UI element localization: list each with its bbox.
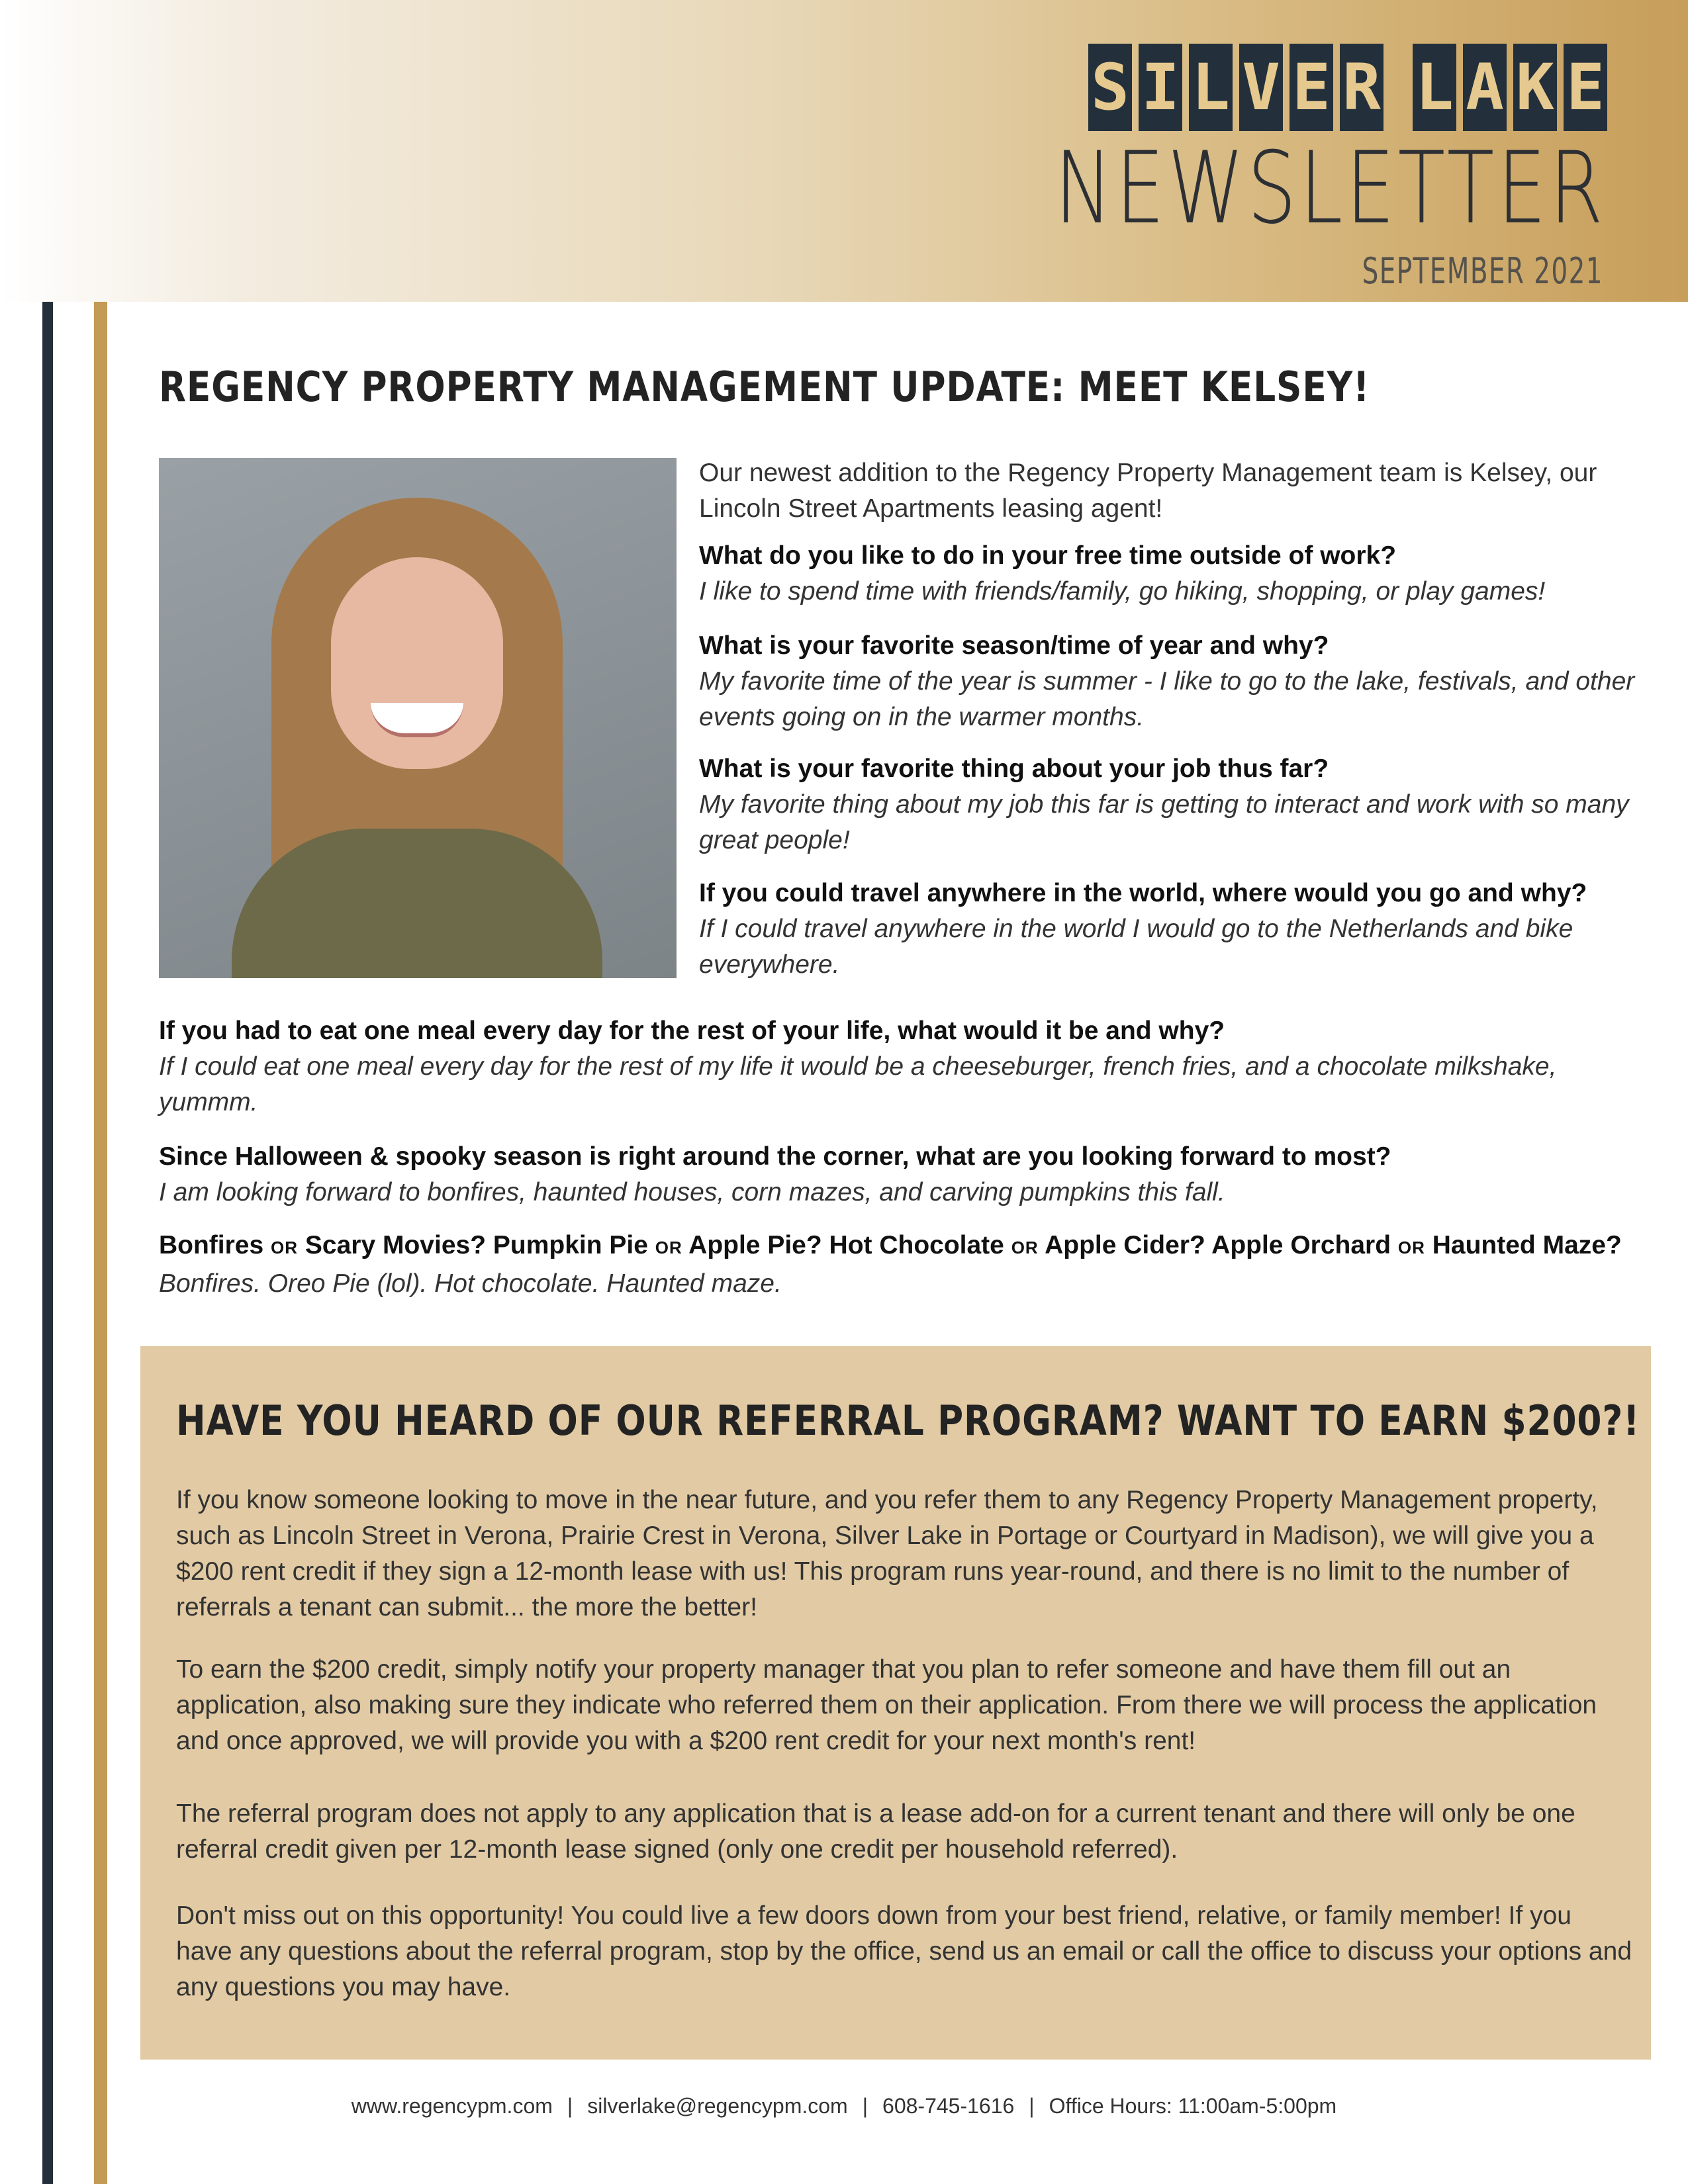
- phone-number[interactable]: 608-745-1616: [882, 2094, 1015, 2118]
- masthead-letter: E: [1564, 44, 1607, 131]
- referral-paragraph: If you know someone looking to move in the near future, and you refer them to any Regency Property Management property, such as Lincoln Street in Verona, Prairie Crest in Verona, Silver Lake in Portage or Courtyard in Madison), we will give you a $200 rent credit if they sign a 12-month lease with us! This program runs year-round, and there is no limit to the number of referrals a tenant can submit... the more the better!: [176, 1486, 1598, 1621]
- qa-question: What is your favorite thing about your job thus far?: [699, 754, 1329, 783]
- qa-item: [159, 1138, 1642, 1210]
- qa-answer: I am looking forward to bonfires, haunted houses, corn mazes, and carving pumpkins this fall.: [159, 1178, 1225, 1206]
- newsletter-label: NEWSLETTER: [1054, 131, 1606, 246]
- or-word: OR: [1011, 1238, 1039, 1257]
- footer-separator: |: [862, 2094, 868, 2118]
- or-word: OR: [1397, 1238, 1425, 1257]
- left-navy-stripe: [42, 0, 53, 2184]
- masthead-letter: R: [1340, 44, 1383, 131]
- masthead-letter: S: [1088, 44, 1132, 131]
- qa-answer: If I could eat one meal every day for the rest of my life it would be a cheeseburger, french fries, and a chocolate milkshake, yummm.: [159, 1052, 1557, 1116]
- qa-question: Since Halloween & spooky season is right around the corner, what are you looking forward to most?: [159, 1142, 1391, 1171]
- this-or-that-answer: Bonfires. Oreo Pie (lol). Hot chocolate. Haunted maze.: [159, 1269, 782, 1298]
- masthead-letter: L: [1189, 44, 1233, 131]
- office-hours: Office Hours: 11:00am-5:00pm: [1049, 2094, 1337, 2118]
- masthead-letter: V: [1239, 44, 1283, 131]
- masthead-letter: K: [1513, 44, 1557, 131]
- masthead-letter: E: [1289, 44, 1333, 131]
- qa-item: [699, 627, 1639, 735]
- this-or-that-question: Bonfires OR Scary Movies? Pumpkin Pie OR Apple Pie? Hot Chocolate OR Apple Cider? Apple Orchard OR Haunted Maze?: [159, 1231, 1622, 1259]
- masthead-letter: L: [1413, 44, 1456, 131]
- referral-paragraph: Don't miss out on this opportunity! You could live a few doors down from your best friend, relative, or family member! If you have any questions about the referral program, stop by the office, send us an email or call the office to discuss your options and any questions you may have.: [176, 1901, 1632, 2001]
- masthead-letter: I: [1139, 44, 1182, 131]
- qa-answer: I like to spend time with friends/family, go hiking, shopping, or play games!: [699, 577, 1546, 606]
- qa-question: What is your favorite season/time of year and why?: [699, 631, 1329, 660]
- qa-answer: If I could travel anywhere in the world I would go to the Netherlands and bike everywhere.: [699, 915, 1573, 979]
- qa-question: If you could travel anywhere in the world, where would you go and why?: [699, 879, 1587, 907]
- qa-item: [699, 537, 1639, 610]
- qa-item: [159, 1013, 1642, 1120]
- qa-item: [699, 751, 1639, 858]
- masthead-letter: A: [1463, 44, 1507, 131]
- or-word: OR: [655, 1238, 682, 1257]
- qa-answer: My favorite thing about my job this far is getting to interact and work with so many great people!: [699, 790, 1629, 854]
- masthead-title: [1088, 44, 1607, 131]
- qa-question: What do you like to do in your free time outside of work?: [699, 541, 1397, 570]
- kelsey-intro: Our newest addition to the Regency Property Management team is Kelsey, our Lincoln Street Apartments leasing agent!: [699, 459, 1597, 523]
- kelsey-photo: [159, 458, 677, 978]
- masthead-space: [1390, 44, 1406, 131]
- or-word: OR: [271, 1238, 299, 1257]
- kelsey-section-heading: REGENCY PROPERTY MANAGEMENT UPDATE: MEET KELSEY!: [159, 363, 1370, 411]
- qa-question: If you had to eat one meal every day for the rest of your life, what would it be and why?: [159, 1017, 1225, 1045]
- this-or-that: [159, 1227, 1642, 1302]
- newsletter-header: [0, 0, 1688, 302]
- qa-answer: My favorite time of the year is summer - I like to go to the lake, festivals, and other events going on in the warmer months.: [699, 667, 1635, 731]
- referral-section-heading: HAVE YOU HEARD OF OUR REFERRAL PROGRAM? WANT TO EARN $200?!: [176, 1396, 1640, 1445]
- website-link[interactable]: www.regencypm.com: [351, 2094, 553, 2118]
- contact-footer: [0, 2094, 1688, 2118]
- left-gold-stripe: [94, 0, 107, 2184]
- referral-paragraph: To earn the $200 credit, simply notify your property manager that you plan to refer someone and have them fill out an application, also making sure they indicate who referred them on their application. From there we will process the application and once approved, we will provide you with a $200 rent credit for your next month's rent!: [176, 1655, 1597, 1755]
- footer-separator: |: [1029, 2094, 1035, 2118]
- email-link[interactable]: silverlake@regencypm.com: [587, 2094, 848, 2118]
- footer-separator: |: [567, 2094, 573, 2118]
- qa-item: [699, 875, 1639, 983]
- issue-date: SEPTEMBER 2021: [1362, 250, 1603, 292]
- referral-paragraph: The referral program does not apply to any application that is a lease add-on for a current tenant and there will only be one referral credit given per 12-month lease signed (only one credit per household referred).: [176, 1799, 1575, 1864]
